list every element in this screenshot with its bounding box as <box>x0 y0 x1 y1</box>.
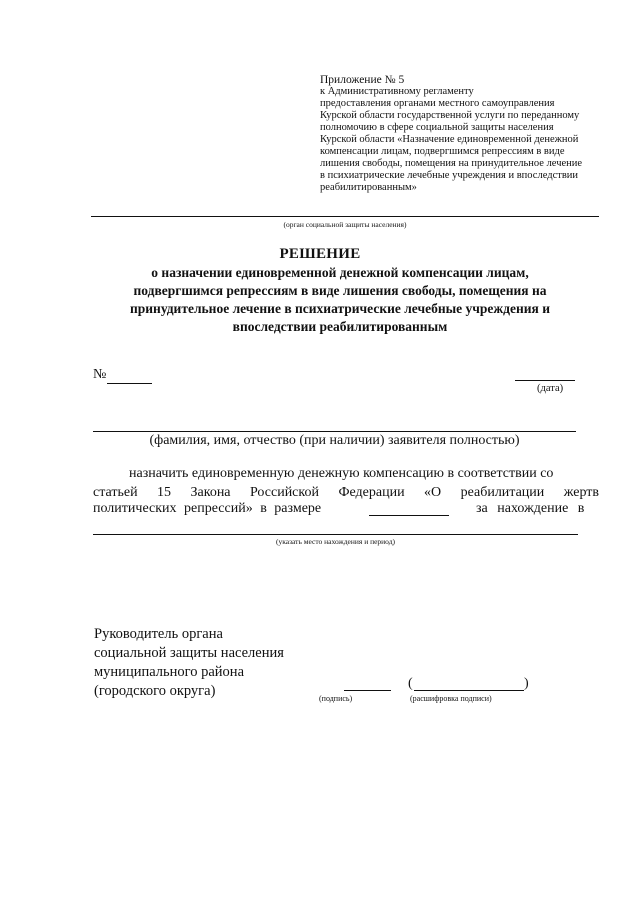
organ-caption: (орган социальной защиты населения) <box>283 220 407 229</box>
decipher-caption: (расшифровка подписи) <box>410 694 492 703</box>
appendix-line: к Административному регламенту <box>320 86 474 97</box>
appendix-line: предоставления органами местного самоуправления <box>320 98 555 109</box>
appendix-line: полномочию в сфере социальной защиты населения <box>320 122 554 133</box>
number-label: № <box>93 367 107 382</box>
subtitle-line: впоследствии реабилитированным <box>232 319 448 334</box>
subtitle-line: о назначении единовременной денежной компенсации лицам, <box>151 265 529 280</box>
signatory-block <box>94 625 284 701</box>
document-title: РЕШЕНИЕ <box>279 246 361 262</box>
body-line: за нахождение в <box>476 501 585 516</box>
signatory-line: социальной защиты населения <box>94 645 284 661</box>
body-line: назначить единовременную денежную компенсацию в соответствии со <box>129 466 554 481</box>
applicant-line <box>93 431 576 432</box>
appendix-line: Курской области «Назначение единовременной денежной <box>320 134 579 145</box>
document-subtitle <box>100 264 580 336</box>
decipher-close-paren: ) <box>524 676 529 691</box>
appendix-line: лишения свободы, помещения на принудительное лечение <box>320 158 583 169</box>
signatory-line: (городского округа) <box>94 683 216 699</box>
signature-line <box>344 690 391 691</box>
organ-line <box>91 216 599 217</box>
appendix-line: Приложение № 5 <box>320 74 405 86</box>
appendix-line: в психиатрические лечебные учреждения и впоследствии <box>320 170 579 181</box>
subtitle-line: принудительное лечение в психиатрические лечебные учреждения и <box>129 301 550 316</box>
decipher-open-paren: ( <box>408 676 413 691</box>
decipher-line <box>414 690 524 691</box>
signature-caption: (подпись) <box>319 694 353 703</box>
appendix-line: реабилитированным» <box>320 182 417 193</box>
amount-line <box>369 515 449 516</box>
number-line <box>107 383 152 384</box>
subtitle-line: подвергшимся репрессиям в виде лишения свободы, помещения на <box>133 283 547 298</box>
signatory-line: муниципального района <box>94 664 244 680</box>
body-line: статьей 15 Закона Российской Федерации «О реабилитации жертв <box>93 485 599 500</box>
place-caption: (указать место нахождения и период) <box>275 537 396 546</box>
appendix-line: Курской области государственной услуги по переданному <box>320 110 580 121</box>
place-line <box>93 534 578 535</box>
date-caption: (дата) <box>537 383 564 394</box>
date-line <box>515 380 575 381</box>
body-line: политических репрессий» в размере <box>93 501 322 516</box>
appendix-header <box>320 74 620 194</box>
signatory-line: Руководитель органа <box>94 626 223 642</box>
appendix-line: компенсации лицам, подвергшимся репрессиям в виде <box>320 146 565 157</box>
applicant-caption: (фамилия, имя, отчество (при наличии) заявителя полностью) <box>149 433 520 448</box>
